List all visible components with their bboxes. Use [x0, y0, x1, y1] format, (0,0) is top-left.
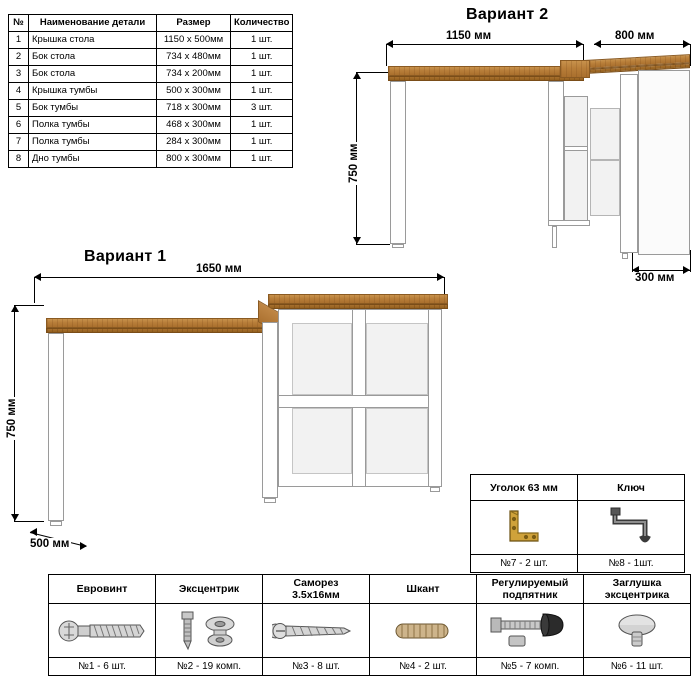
v1-shelf-cavity-bottom-right — [366, 408, 428, 474]
v1-depth-arrow-left — [30, 528, 37, 536]
cell-quantity: 1 шт. — [231, 32, 293, 49]
cell-size: 284 x 300мм — [157, 134, 231, 151]
v2-cabinet-foot-front — [552, 226, 557, 248]
cell-size: 734 x 480мм — [157, 49, 231, 66]
v1-depth-label: 500 мм — [30, 538, 70, 550]
v2-desk-top — [388, 66, 584, 76]
v1-height-ext-bottom — [14, 521, 44, 522]
v2-side-arrow-right — [683, 266, 690, 274]
v2-height-label: 750 мм — [348, 143, 360, 183]
hardware-title-klyuch: Ключ — [578, 475, 685, 501]
v1-shelf-cavity-bottom-left — [292, 408, 352, 474]
cell-number: 1 — [9, 32, 29, 49]
v1-height-arrow-down — [11, 514, 19, 521]
v2-cabinet-end-panel — [638, 70, 690, 255]
cell-quantity: 3 шт. — [231, 100, 293, 117]
hardware-qty-evrovint: №1 - 6 шт. — [49, 658, 156, 676]
v2-width-arrow-left — [386, 40, 393, 48]
hardware-title-shkant: Шкант — [370, 575, 477, 604]
cell-quantity: 1 шт. — [231, 134, 293, 151]
header-quantity: Количество — [231, 15, 293, 32]
cell-size: 1150 x 500мм — [157, 32, 231, 49]
v1-shelf-right-panel — [428, 309, 442, 487]
hardware-qty-ekstsentrik: №2 - 19 комп. — [156, 658, 263, 676]
hardware-title-evrovint: Евровинт — [49, 575, 156, 604]
v2-side-dimline — [632, 270, 690, 271]
v2-width-arrow-right — [576, 40, 583, 48]
v1-width-label: 1650 мм — [196, 263, 242, 275]
cell-number: 2 — [9, 49, 29, 66]
zaglushka-line2: эксцентрика — [604, 589, 670, 601]
cell-quantity: 1 шт. — [231, 151, 293, 168]
hardware-title-uglok: Уголок 63 мм — [471, 475, 578, 501]
podpyatnik-line1: Регулируемый — [491, 577, 569, 589]
hardware-qty-row — [471, 555, 685, 573]
cell-number: 7 — [9, 134, 29, 151]
cell-partname: Крышка стола — [29, 32, 157, 49]
variant2-title: Вариант 2 — [466, 6, 549, 23]
v1-width-arrow-right — [437, 273, 444, 281]
header-number: № — [9, 15, 29, 32]
table-row — [9, 32, 293, 49]
cell-number: 5 — [9, 100, 29, 117]
cell-partname: Бок тумбы — [29, 100, 157, 117]
v2-shelf-upper — [590, 108, 620, 160]
hardware-title-row — [49, 575, 691, 604]
samorez-line1: Саморез — [293, 577, 339, 589]
v2-cabinet-foot-right — [622, 253, 628, 259]
table-header-row — [9, 15, 293, 32]
header-partname: Наименование детали — [29, 15, 157, 32]
v1-width-ext-left — [34, 277, 35, 303]
cell-partname: Бок стола — [29, 49, 157, 66]
hardware-title-ekstsentrik: Эксцентрик — [156, 575, 263, 604]
cell-number: 8 — [9, 151, 29, 168]
hardware-title-row — [471, 475, 685, 501]
v2-ext-bottom — [356, 244, 390, 245]
zaglushka-line1: Заглушка — [612, 577, 662, 589]
cell-partname: Крышка тумбы — [29, 83, 157, 100]
hardware-table-top — [470, 474, 685, 573]
v1-middle-foot — [264, 498, 276, 503]
hardware-title-podpyatnik — [477, 575, 584, 604]
v1-depth-arrow-right — [80, 542, 87, 550]
v1-left-foot — [50, 521, 62, 526]
hardware-title-samorez — [263, 575, 370, 604]
v2-depth-arrow-right — [683, 40, 690, 48]
parts-table — [8, 14, 293, 168]
cell-partname: Бок стола — [29, 66, 157, 83]
cell-quantity: 1 шт. — [231, 117, 293, 134]
v2-ext-left — [386, 44, 387, 66]
v1-width-dimline — [34, 277, 444, 278]
cell-size: 800 x 300мм — [157, 151, 231, 168]
confirmat-screw-icon — [49, 604, 156, 658]
cell-quantity: 1 шт. — [231, 66, 293, 83]
cell-size: 718 x 300мм — [157, 100, 231, 117]
hardware-picture-row — [49, 604, 691, 658]
cell-size: 500 x 300мм — [157, 83, 231, 100]
cell-partname: Полка тумбы — [29, 134, 157, 151]
podpyatnik-line2: подпятник — [502, 589, 558, 601]
cell-partname: Полка тумбы — [29, 117, 157, 134]
v2-cabinet-right-side — [620, 74, 638, 253]
v1-desk-top-left-edge — [46, 328, 274, 333]
v2-cabinet-interior — [564, 96, 588, 225]
v2-side-label: 300 мм — [635, 272, 675, 284]
cam-lock-icon — [156, 604, 263, 658]
v2-left-foot — [392, 244, 404, 248]
v1-shelf-horizontal — [278, 395, 442, 408]
table-row — [9, 134, 293, 151]
v1-middle-divider-panel — [262, 322, 278, 498]
table-row — [9, 151, 293, 168]
wood-screw-icon — [263, 604, 370, 658]
v1-desk-top-left — [46, 318, 274, 328]
cell-size: 734 x 200мм — [157, 66, 231, 83]
table-row — [9, 49, 293, 66]
v2-depth-dimline — [594, 44, 690, 45]
v2-depth-arrow-left — [594, 40, 601, 48]
v2-top-corner-join — [560, 60, 590, 78]
v2-width-label: 1150 мм — [446, 30, 492, 42]
v1-shelf-right-foot — [430, 487, 440, 492]
v1-shelf-cavity-top-right — [366, 323, 428, 395]
table-row — [9, 83, 293, 100]
cell-partname: Дно тумбы — [29, 151, 157, 168]
v1-width-arrow-left — [34, 273, 41, 281]
v2-side-ext-left — [632, 250, 633, 272]
table-row — [9, 100, 293, 117]
hardware-table-bottom — [48, 574, 691, 676]
cell-quantity: 1 шт. — [231, 49, 293, 66]
hardware-qty-klyuch: №8 - 1шт. — [578, 555, 685, 573]
v1-left-leg-panel — [48, 333, 64, 521]
cell-quantity: 1 шт. — [231, 83, 293, 100]
v2-ext-top — [356, 72, 390, 73]
hardware-qty-zaglushka: №6 - 11 шт. — [584, 658, 691, 676]
table-row — [9, 117, 293, 134]
cap-cover-icon — [584, 604, 691, 658]
v1-shelf-cavity-top-left — [292, 323, 352, 395]
v2-shelf-lower — [590, 160, 620, 216]
hardware-title-zaglushka — [584, 575, 691, 604]
v1-height-ext-top — [14, 305, 44, 306]
v2-ext-right — [690, 44, 691, 66]
samorez-line2: 3.5x16мм — [292, 589, 340, 601]
hardware-qty-uglok: №7 - 2 шт. — [471, 555, 578, 573]
table-row — [9, 66, 293, 83]
v2-left-leg-panel — [390, 81, 406, 244]
allen-key-icon — [578, 501, 685, 555]
v2-width-dimline — [386, 44, 583, 45]
hardware-qty-row — [49, 658, 691, 676]
v1-desk-top-right — [268, 294, 448, 304]
hardware-qty-podpyatnik: №5 - 7 комп. — [477, 658, 584, 676]
hardware-qty-samorez: №3 - 8 шт. — [263, 658, 370, 676]
cell-number: 4 — [9, 83, 29, 100]
hardware-picture-row — [471, 501, 685, 555]
hardware-qty-shkant: №4 - 2 шт. — [370, 658, 477, 676]
v1-height-arrow-up — [11, 305, 19, 312]
v2-shelf-middle — [564, 146, 588, 151]
adjustable-foot-icon — [477, 604, 584, 658]
dowel-icon — [370, 604, 477, 658]
cell-number: 6 — [9, 117, 29, 134]
v2-cabinet-front-left-panel — [548, 81, 564, 225]
variant1-title: Вариант 1 — [84, 248, 167, 265]
cell-size: 468 x 300мм — [157, 117, 231, 134]
v2-depth-label: 800 мм — [615, 30, 655, 42]
v2-height-arrow-down — [353, 237, 361, 244]
header-size: Размер — [157, 15, 231, 32]
v2-side-ext-right — [690, 250, 691, 272]
v2-height-arrow-up — [353, 72, 361, 79]
v1-height-label: 750 мм — [6, 398, 18, 438]
cell-number: 3 — [9, 66, 29, 83]
angle-bracket-icon — [471, 501, 578, 555]
